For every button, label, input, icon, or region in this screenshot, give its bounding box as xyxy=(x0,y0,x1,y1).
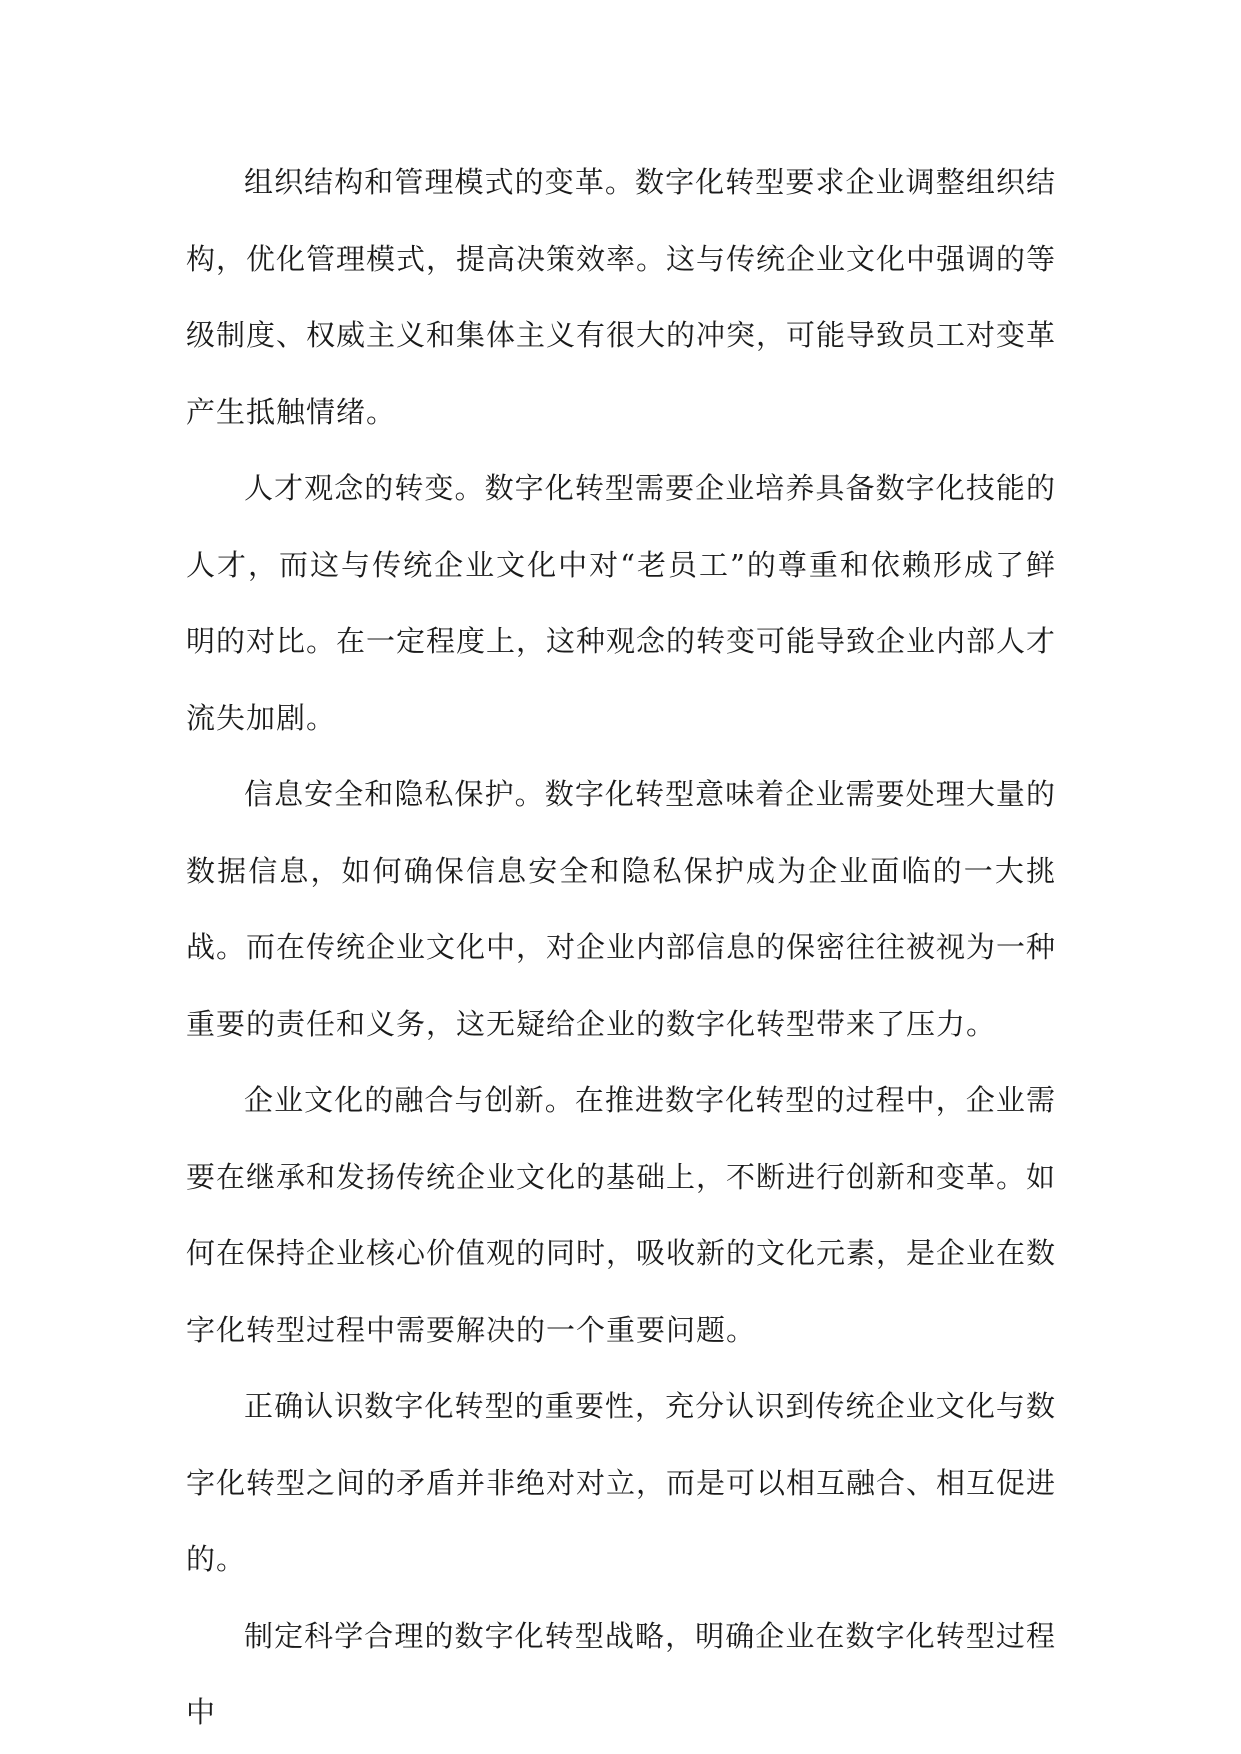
paragraph-culture-fusion: 企业文化的融合与创新。在推进数字化转型的过程中，企业需要在继承和发扬传统企业文化的基础上，不断进行创新和变革。如何在保持企业核心价值观的同时，吸收新的文化元素，是企业在数字化转型过程中需要解决的一个重要问题。 xyxy=(186,1083,1057,1347)
paragraph-talent-concept: 人才观念的转变。数字化转型需要企业培养具备数字化技能的人才，而这与传统企业文化中对“老员工”的尊重和依赖形成了鲜明的对比。在一定程度上，这种观念的转变可能导致企业内部人才流失加剧。 xyxy=(186,471,1057,735)
paragraph-strategy: 制定科学合理的数字化转型战略，明确企业在数字化转型过程中 xyxy=(186,1618,1056,1729)
paragraph-info-security: 信息安全和隐私保护。数字化转型意味着企业需要处理大量的数据信息，如何确保信息安全和隐私保护成为企业面临的一大挑战。而在传统企业文化中，对企业内部信息的保密往往被视为一种重要的责任和义务，这无疑给企业的数字化转型带来了压力。 xyxy=(186,777,1057,1041)
document-body xyxy=(186,144,1056,1751)
paragraph-org-structure: 组织结构和管理模式的变革。数字化转型要求企业调整组织结构，优化管理模式，提高决策效率。这与传统企业文化中强调的等级制度、权威主义和集体主义有很大的冲突，可能导致员工对变革产生抵触情绪。 xyxy=(186,165,1057,429)
paragraph-recognize-importance: 正确认识数字化转型的重要性，充分认识到传统企业文化与数字化转型之间的矛盾并非绝对对立，而是可以相互融合、相互促进的。 xyxy=(186,1389,1057,1576)
